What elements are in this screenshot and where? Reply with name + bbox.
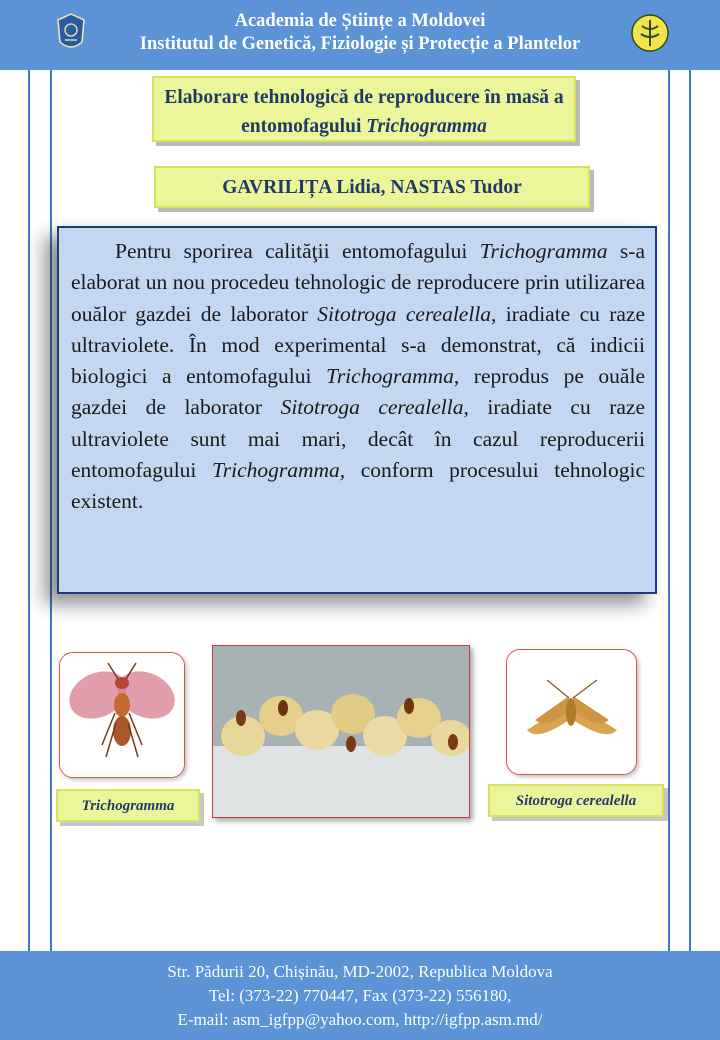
sitotroga-caption-text: Sitotroga cerealella bbox=[515, 793, 637, 809]
header-band bbox=[0, 0, 720, 70]
eggs-illustration bbox=[213, 646, 469, 817]
poster-title-text: Elaborare tehnologică de reproducere în masă a entomofagului bbox=[164, 87, 564, 137]
right-border-line-outer bbox=[689, 0, 691, 1040]
trichogramma-caption-text: Trichogramma bbox=[81, 798, 175, 814]
trichogramma-caption bbox=[56, 789, 200, 822]
sitotroga-illustration bbox=[507, 650, 636, 774]
right-border-line-inner bbox=[668, 0, 670, 1040]
abstract-italic: Sitotroga cerealella bbox=[280, 395, 464, 420]
trichogramma-photo bbox=[59, 652, 185, 778]
abstract-text: , iradiate cu raze ultraviolete sunt mai mari, decât în cazul reproducerii entomofagului bbox=[71, 395, 646, 483]
footer-contact: E-mail: asm_igfpp@yahoo.com, http://igfpp.asm.md/ bbox=[177, 1010, 543, 1029]
footer-address: Str. Pădurii 20, Chișinău, MD-2002, Republica Moldova bbox=[167, 962, 553, 981]
abstract-text: Pentru sporirea calităţii entomofagului bbox=[115, 239, 480, 263]
trichogramma-on-eggs-photo bbox=[212, 645, 470, 818]
authors-box bbox=[154, 166, 590, 208]
sitotroga-photo bbox=[506, 649, 637, 775]
header-line-academy: Academia de Științe a Moldovei bbox=[234, 11, 486, 31]
abstract-italic: Sitotroga cerealella bbox=[317, 301, 492, 326]
trichogramma-illustration bbox=[60, 653, 184, 777]
footer-band bbox=[0, 951, 720, 1040]
abstract-box bbox=[57, 226, 657, 594]
footer-phone: Tel: (373-22) 770447, Fax (373-22) 556180, bbox=[208, 986, 512, 1005]
abstract-italic: Trichogramma, bbox=[211, 458, 346, 483]
poster-title-box bbox=[152, 76, 576, 142]
abstract-italic: Trichogramma bbox=[326, 364, 454, 389]
abstract-text: conform procesului tehnologic existent. bbox=[71, 458, 645, 514]
poster-title-italic: Trichogramma bbox=[366, 116, 487, 137]
left-border-line-inner bbox=[50, 0, 52, 1040]
abstract-text: , iradiate cu raze ultraviolete. În mod experimental s-a demonstrat, că indicii biologici a entomofagului bbox=[71, 301, 645, 389]
sitotroga-caption bbox=[488, 784, 664, 817]
authors-text: GAVRILIȚA Lidia, NASTAS Tudor bbox=[222, 177, 522, 198]
institute-emblem-icon bbox=[630, 12, 670, 54]
abstract-text: , reprodus pe ouăle gazdei de laborator bbox=[71, 364, 645, 420]
left-border-line-outer bbox=[28, 0, 30, 1040]
header-title bbox=[60, 10, 660, 56]
abstract-italic: Trichogramma bbox=[479, 239, 608, 263]
abstract-text: s-a elaborat un nou procedeu tehnologic de reproducere prin utilizarea ouălor gazdei de laborator bbox=[71, 239, 645, 326]
header-line-institute: Institutul de Genetică, Fiziologie și Protecție a Plantelor bbox=[139, 34, 581, 54]
